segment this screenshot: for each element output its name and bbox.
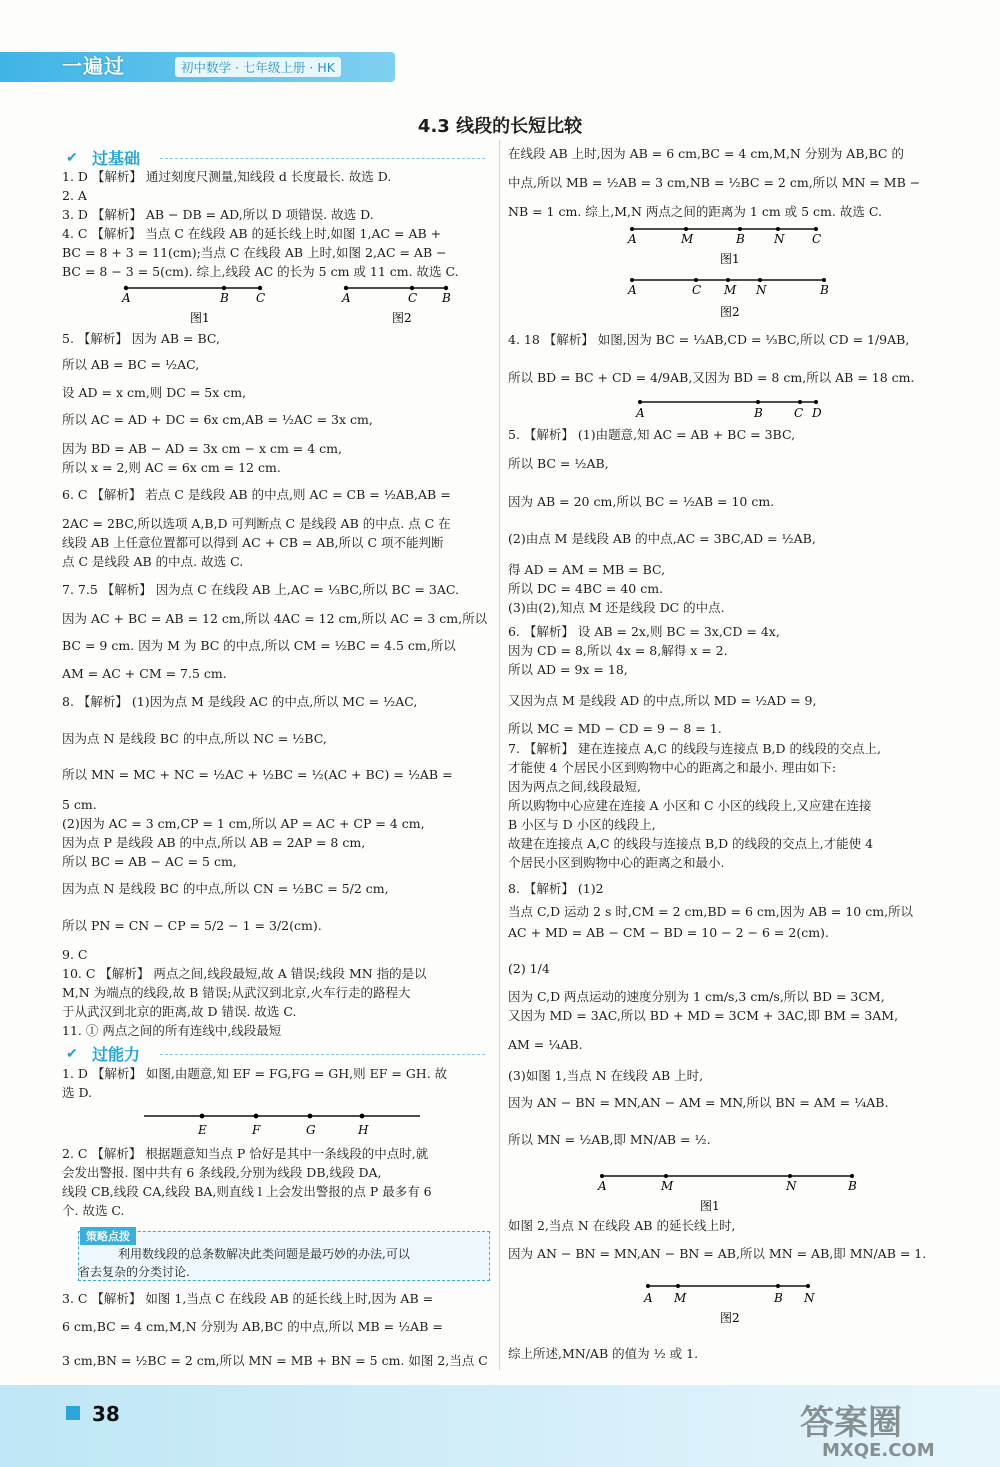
answer-line: 个. 故选 C. <box>62 1203 125 1218</box>
figure-left-2 <box>330 282 480 328</box>
answer-line: 所以 DC = 4BC = 40 cm. <box>508 581 664 596</box>
point-label: A <box>644 1291 653 1305</box>
figure-q8-1 <box>590 1168 870 1216</box>
answer-line: 才能使 4 个居民小区到购物中心的距离之和最小. 理由如下: <box>508 760 837 775</box>
point-label: N <box>756 283 767 297</box>
point-label: A <box>628 232 637 246</box>
answer-line: 因为 AC + BC = AB = 12 cm,所以 4AC = 12 cm,所以 AC = 3 cm,所以 <box>62 611 488 626</box>
answer-line: 因为 BD = AB − AD = 3x cm − x cm = 4 cm, <box>62 441 343 456</box>
answer-line: B 小区与 D 小区的线段上, <box>508 817 656 832</box>
point-label: A <box>636 406 645 420</box>
answer-line: (2)因为 AC = 3 cm,CP = 1 cm,所以 AP = AC + CP = 4 cm, <box>62 816 425 831</box>
answer-line: 个居民小区到购物中心的距离之和最小. <box>508 855 725 870</box>
answer-line: 综上所述,MN/AB 的值为 ½ 或 1. <box>508 1346 699 1361</box>
answer-line: 因为 C,D 两点运动的速度分别为 1 cm/s,3 cm/s,所以 BD = 3CM, <box>508 989 885 1004</box>
answer-line: 又因为点 M 是线段 AD 的中点,所以 MD = ½AD = 9, <box>508 693 817 708</box>
answer-line: (3)如图 1,当点 N 在线段 AB 上时, <box>508 1068 704 1083</box>
point-label: H <box>358 1123 369 1137</box>
answer-line: 所以 BC = AB − AC = 5 cm, <box>62 854 237 869</box>
point-label: C <box>692 283 702 297</box>
answer-line: 2. C 【解析】 根据题意知当点 P 恰好是其中一条线段的中点时,就 <box>62 1146 429 1161</box>
answer-line: 所以购物中心应建在连接 A 小区和 C 小区的线段上,又应建在连接 <box>508 798 872 813</box>
figure-caption: 图2 <box>720 305 740 319</box>
answer-line: 9. C <box>62 947 88 962</box>
strategy-tip-text: 省去复杂的分类讨论. <box>78 1265 190 1279</box>
answer-line: 所以 BC = ½AB, <box>508 456 609 471</box>
answer-line: 点 C 是线段 AB 的中点. 故选 C. <box>62 554 244 569</box>
answer-line: 所以 PN = CN − CP = 5/2 − 1 = 3/2(cm). <box>62 918 322 933</box>
page-marker-icon <box>66 1406 80 1420</box>
answer-line: 因为点 N 是线段 BC 的中点,所以 CN = ½BC = 5/2 cm, <box>62 881 389 896</box>
answer-line: 2AC = 2BC,所以选项 A,B,D 可判断点 C 是线段 AB 的中点. 点 C 在 <box>62 516 451 531</box>
answer-line: 选 D. <box>62 1085 93 1100</box>
book-subtitle: 初中数学 · 七年级上册 · HK <box>175 57 341 77</box>
figure-q4 <box>630 396 830 422</box>
point-label: C <box>256 291 266 305</box>
answer-line: 所以 MC = MD − CD = 9 − 8 = 1. <box>508 721 722 736</box>
point-label: A <box>598 1179 607 1193</box>
answer-line: 2. A <box>62 188 87 203</box>
answer-line: 因为 AN − BN = MN,AN − BN = AB,所以 MN = AB,即 MN/AB = 1. <box>508 1246 927 1261</box>
point-label: F <box>252 1123 261 1137</box>
answer-line: 11. ① 两点之间的所有连线中,线段最短 <box>62 1023 282 1038</box>
point-label: B <box>220 291 229 305</box>
point-label: C <box>408 291 418 305</box>
answer-line: 8. 【解析】 (1)因为点 M 是线段 AC 的中点,所以 MC = ½AC, <box>62 694 418 709</box>
point-label: B <box>736 232 745 246</box>
figure-caption: 图1 <box>700 1199 720 1213</box>
answer-line: AC + MD = AB − CM − BD = 10 − 2 − 6 = 2(cm). <box>508 925 829 940</box>
section-divider <box>160 1054 485 1056</box>
page-title: 4.3 线段的长短比较 <box>417 116 583 137</box>
watermark-logo: 答案圈 <box>800 1403 902 1443</box>
section-basic: 过基础 <box>92 149 141 168</box>
point-label: A <box>122 291 131 305</box>
point-label: D <box>812 406 822 420</box>
answer-line: 因为 AN − BN = MN,AN − AM = MN,所以 BN = AM = ¼AB. <box>508 1095 889 1110</box>
answer-line: 6. 【解析】 设 AB = 2x,则 BC = 3x,CD = 4x, <box>508 624 780 639</box>
answer-line: M,N 为端点的线段,故 B 错误;从武汉到北京,火车行走的路程大 <box>62 985 411 1000</box>
answer-line: 7. 7.5 【解析】 因为点 C 在线段 AB 上,AC = ⅓BC,所以 BC = 3AC. <box>62 582 459 597</box>
answer-line: 设 AD = x cm,则 DC = 5x cm, <box>62 385 247 400</box>
point-label: A <box>628 283 637 297</box>
answer-line: 5 cm. <box>62 797 97 812</box>
answer-line: 如图 2,当点 N 在线段 AB 的延长线上时, <box>508 1218 736 1233</box>
point-label: B <box>820 283 829 297</box>
answer-line: BC = 8 + 3 = 11(cm);当点 C 在线段 AB 上时,如图 2,AC = AB − <box>62 245 447 260</box>
answer-line: 1. D 【解析】 如图,由题意,知 EF = FG,FG = GH,则 EF = GH. 故 <box>62 1066 448 1081</box>
point-label: B <box>774 1291 783 1305</box>
answer-line: 5. 【解析】 因为 AB = BC, <box>62 331 220 346</box>
answer-line: 故建在连接点 A,C 的线段与连接点 B,D 的线段的交点上,才能使 4 <box>508 836 874 851</box>
point-label: B <box>848 1179 857 1193</box>
point-label: A <box>342 291 351 305</box>
answer-line: 在线段 AB 上时,因为 AB = 6 cm,BC = 4 cm,M,N 分别为 AB,BC 的 <box>508 146 904 161</box>
answer-line: 所以 AB = BC = ½AC, <box>62 357 200 372</box>
section-ability: 过能力 <box>92 1045 141 1064</box>
answer-line: 所以 BD = BC + CD = 4/9AB,又因为 BD = 8 cm,所以 AB = 18 cm. <box>508 370 915 385</box>
answer-line: (3)由(2),知点 M 还是线段 DC 的中点. <box>508 600 725 615</box>
watermark-url: MXQE.COM <box>822 1440 935 1461</box>
point-label: N <box>786 1179 797 1193</box>
answer-line: (2) 1/4 <box>508 961 550 976</box>
point-label: N <box>774 232 785 246</box>
answer-line: 因为两点之间,线段最短, <box>508 779 641 794</box>
figure-caption: 图1 <box>720 252 740 265</box>
check-icon: ✔ <box>66 1046 78 1062</box>
answer-line: 所以 AD = 9x = 18, <box>508 662 628 677</box>
answer-line: 10. C 【解析】 两点之间,线段最短,故 A 错误;线段 MN 指的是以 <box>62 966 427 981</box>
answer-line: 中点,所以 MB = ½AB = 3 cm,NB = ½BC = 2 cm,所以 MN = MB − <box>508 175 921 190</box>
answer-line: 因为点 P 是线段 AB 的中点,所以 AB = 2AP = 8 cm, <box>62 835 366 850</box>
check-icon: ✔ <box>66 150 78 166</box>
answer-line: 线段 AB 上任意位置都可以得到 AC + CB = AB,所以 C 项不能判断 <box>62 535 444 550</box>
answer-line: 3. C 【解析】 如图 1,当点 C 在线段 AB 的延长线上时,因为 AB = <box>62 1291 434 1306</box>
answer-line: 所以 MN = ½AB,即 MN/AB = ½. <box>508 1132 711 1147</box>
answer-line: 所以 x = 2,则 AC = 6x cm = 12 cm. <box>62 460 281 475</box>
figure-caption: 图2 <box>392 311 412 325</box>
answer-line: 1. D 【解析】 通过刻度尺测量,知线段 d 长度最长. 故选 D. <box>62 169 392 184</box>
point-label: N <box>804 1291 815 1305</box>
answer-line: 7. 【解析】 建在连接点 A,C 的线段与连接点 B,D 的线段的交点上, <box>508 741 881 756</box>
figure-right-1 <box>620 223 840 265</box>
answer-line: BC = 8 − 3 = 5(cm). 综上,线段 AC 的长为 5 cm 或 11 cm. 故选 C. <box>62 264 459 279</box>
strategy-tip-tag: 策略点拨 <box>80 1227 136 1245</box>
point-label: B <box>754 406 763 420</box>
answer-line: 6. C 【解析】 若点 C 是线段 AB 的中点,则 AC = CB = ½AB,AB = <box>62 487 451 502</box>
point-label: C <box>812 232 822 246</box>
answer-line: 会发出警报. 图中共有 6 条线段,分别为线段 DB,线段 DA, <box>62 1165 382 1180</box>
figure-caption: 图2 <box>720 1311 740 1325</box>
answer-line: 线段 CB,线段 CA,线段 BA,则直线 l 上会发出警报的点 P 最多有 6 <box>62 1184 432 1199</box>
column-divider <box>499 140 500 1370</box>
answer-line: 因为点 N 是线段 BC 的中点,所以 NC = ½BC, <box>62 731 327 746</box>
figure-right-2 <box>620 274 840 320</box>
answer-line: 当点 C,D 运动 2 s 时,CM = 2 cm,BD = 6 cm,因为 AB = 10 cm,所以 <box>508 904 914 919</box>
answer-line: 所以 MN = MC + NC = ½AC + ½BC = ½(AC + BC) = ½AB = <box>62 767 453 782</box>
answer-line: 得 AD = AM = MB = BC, <box>508 562 666 577</box>
page-number: 38 <box>92 1402 120 1426</box>
point-label: E <box>198 1123 207 1137</box>
point-label: G <box>306 1123 316 1137</box>
point-label: B <box>442 291 451 305</box>
answer-line: 又因为 MD = 3AC,所以 BD + MD = 3CM + 3AC,即 BM = 3AM, <box>508 1008 899 1023</box>
answer-line: 3. D 【解析】 AB − DB = AD,所以 D 项错误. 故选 D. <box>62 207 374 222</box>
answer-line: BC = 9 cm. 因为 M 为 BC 的中点,所以 CM = ½BC = 4.5 cm,所以 <box>62 638 456 653</box>
answer-line: (2)由点 M 是线段 AB 的中点,AC = 3BC,AD = ½AB, <box>508 531 816 546</box>
point-label: M <box>661 1179 674 1193</box>
answer-line: AM = AC + CM = 7.5 cm. <box>62 666 227 681</box>
figure-efgh <box>140 1108 430 1138</box>
answer-line: 因为 AB = 20 cm,所以 BC = ½AB = 10 cm. <box>508 494 775 509</box>
point-label: M <box>681 232 694 246</box>
point-label: M <box>724 283 737 297</box>
answer-line: 4. 18 【解析】 如图,因为 BC = ⅓AB,CD = ⅓BC,所以 CD = 1/9AB, <box>508 332 910 347</box>
figure-caption: 图1 <box>190 311 210 325</box>
answer-line: AM = ¼AB. <box>508 1037 583 1052</box>
point-label: M <box>674 1291 687 1305</box>
brand-logo: 一遍过 <box>62 54 125 78</box>
answer-line: 6 cm,BC = 4 cm,M,N 分别为 AB,BC 的中点,所以 MB = ½AB = <box>62 1319 443 1334</box>
strategy-tip-text: 利用数线段的总条数解决此类问题是最巧妙的办法,可以 <box>118 1247 410 1261</box>
answer-line: 5. 【解析】 (1)由题意,知 AC = AB + BC = 3BC, <box>508 427 796 442</box>
answer-line: 4. C 【解析】 当点 C 在线段 AB 的延长线上时,如图 1,AC = AB + <box>62 226 442 241</box>
point-label: C <box>794 406 804 420</box>
answer-line: 因为 CD = 8,所以 4x = 8,解得 x = 2. <box>508 643 728 658</box>
answer-line: 3 cm,BN = ½BC = 2 cm,所以 MN = MB + BN = 5 cm. 如图 2,当点 C <box>62 1353 488 1368</box>
answer-line: 所以 AC = AD + DC = 6x cm,AB = ½AC = 3x cm, <box>62 412 373 427</box>
answer-line: NB = 1 cm. 综上,M,N 两点之间的距离为 1 cm 或 5 cm. 故选 C. <box>508 204 882 219</box>
figure-q8-2 <box>640 1278 820 1326</box>
section-divider <box>160 158 485 160</box>
answer-line: 于从武汉到北京的距离,故 D 错误. 故选 C. <box>62 1004 297 1019</box>
answer-line: 8. 【解析】 (1)2 <box>508 881 604 896</box>
figure-left-1 <box>110 282 280 328</box>
